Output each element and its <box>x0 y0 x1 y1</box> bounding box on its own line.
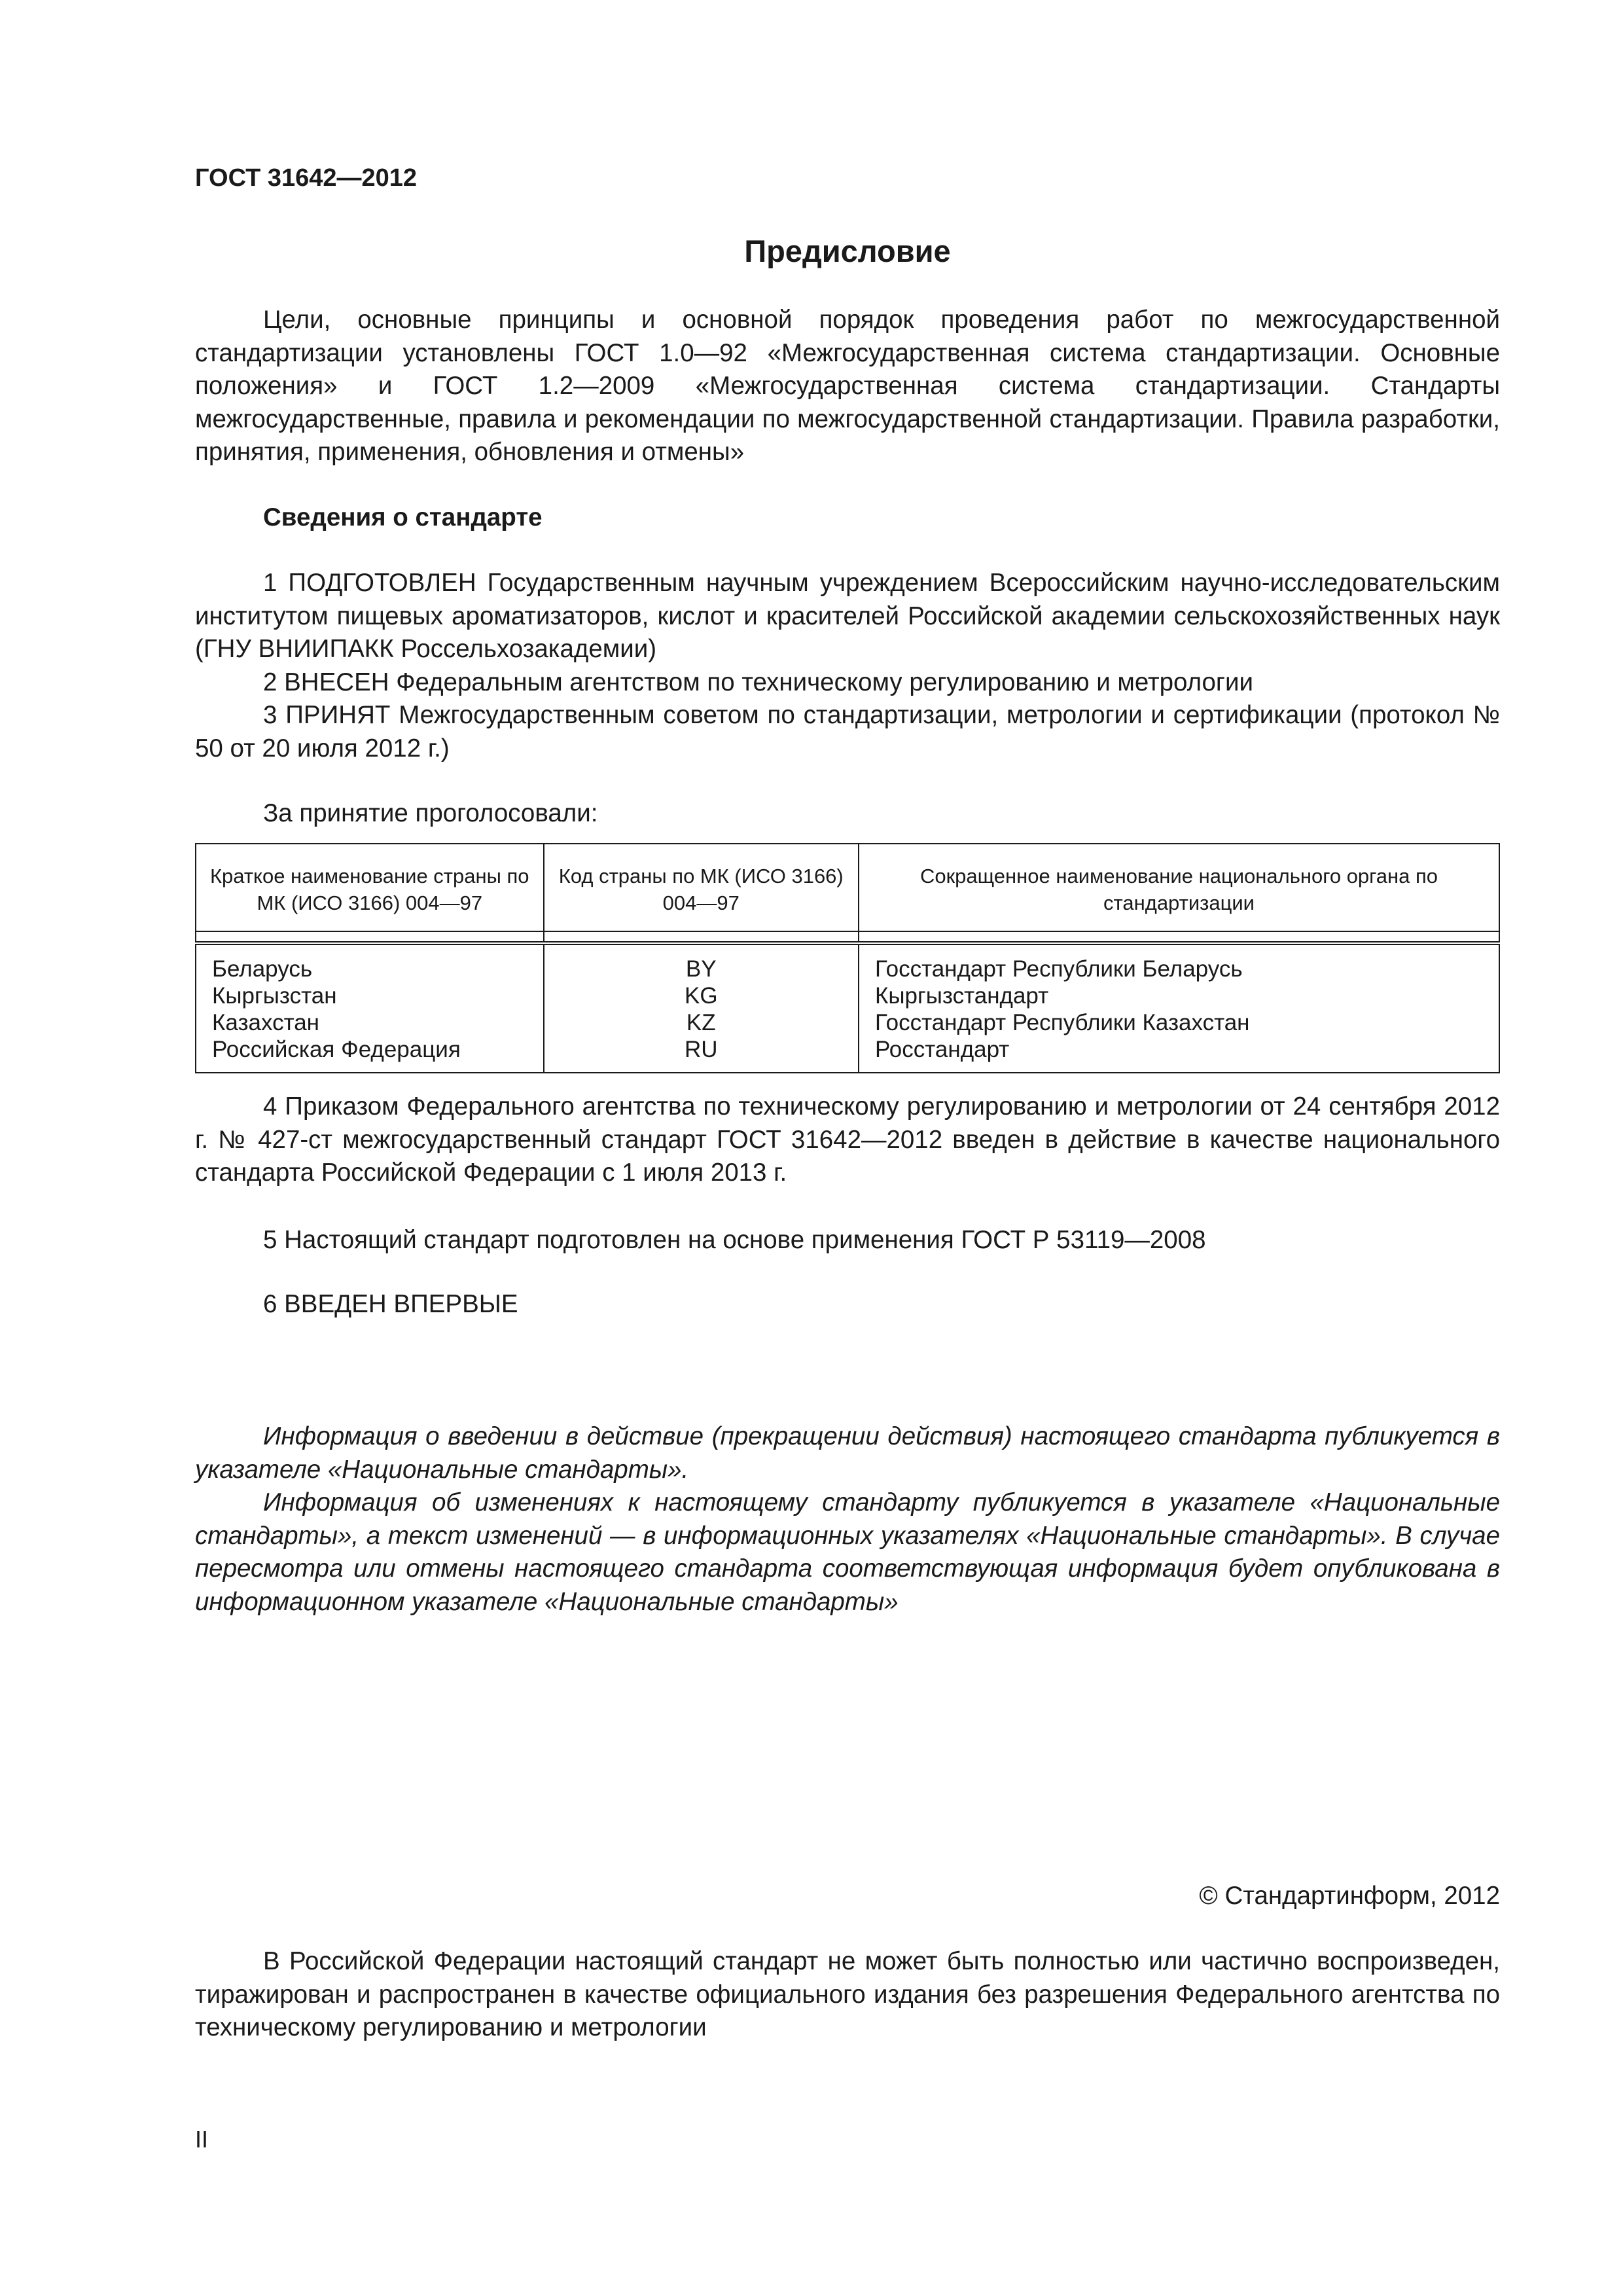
standard-info-items <box>195 567 1500 765</box>
info-item-1: 1 ПОДГОТОВЛЕН Государственным научным учреждением Всероссийским научно-исследовательским институтом пищевых ароматизаторов, кислот и красителей Российской академии сельскохозяйственных наук (ГНУ ВНИИПАКК Россельхозакадемии) <box>195 569 1500 663</box>
body-cell: Росстандарт <box>859 1036 1499 1073</box>
table-row <box>196 982 1499 1009</box>
body-cell: Госстандарт Республики Беларусь <box>859 943 1499 982</box>
item-6-section <box>195 1288 1500 1321</box>
country-cell: Кыргызстан <box>196 982 544 1009</box>
page-title: Предисловие <box>744 234 951 268</box>
vote-label: За принятие проголосовали: <box>263 799 598 827</box>
legal-section <box>195 1945 1500 2045</box>
info-item-2: 2 ВНЕСЕН Федеральным агентством по техническому регулированию и метрологии <box>263 668 1253 696</box>
country-cell: Российская Федерация <box>196 1036 544 1073</box>
country-cell: Казахстан <box>196 1009 544 1036</box>
intro-section <box>195 304 1500 469</box>
table-row <box>196 1036 1499 1073</box>
country-cell: Беларусь <box>196 943 544 982</box>
vote-table <box>195 843 1500 1073</box>
standard-code: ГОСТ 31642—2012 <box>195 164 418 192</box>
standard-info-heading: Сведения о стандарте <box>263 503 543 531</box>
table-header-country: Краткое наименование страны по МК (ИСО 3166) 004—97 <box>196 844 544 931</box>
item-4-section <box>195 1090 1500 1190</box>
item-5-section <box>195 1224 1500 1257</box>
code-cell: KZ <box>544 1009 859 1036</box>
notice-paragraph-2: Информация об изменениях к настоящему стандарту публикуется в указателе «Национальные стандарты», а текст изменений — в информационных указателях «Национальные стандарты». В случае пересмотра или отмены настоящего стандарта соответствующая информация будет опубликована в информационном указателе «Национальные стандарты» <box>195 1488 1500 1616</box>
table-header-code: Код страны по МК (ИСО 3166) 004—97 <box>544 844 859 931</box>
legal-notice: В Российской Федерации настоящий стандарт не может быть полностью или частично воспроизведен, тиражирован и распространен в качестве официального издания без разрешения Федерального агентства по техническому регулированию и метрологии <box>195 1947 1500 2041</box>
code-cell: KG <box>544 982 859 1009</box>
body-cell: Кыргызстандарт <box>859 982 1499 1009</box>
info-item-3: 3 ПРИНЯТ Межгосударственным советом по стандартизации, метрологии и сертификации (протокол № 50 от 20 июля 2012 г.) <box>195 701 1500 762</box>
info-item-5: 5 Настоящий стандарт подготовлен на основе применения ГОСТ Р 53119—2008 <box>263 1226 1206 1254</box>
table-row <box>196 943 1499 982</box>
copyright: © Стандартинформ, 2012 <box>1199 1882 1500 1910</box>
info-item-4: 4 Приказом Федерального агентства по техническому регулированию и метрологии от 24 сентября 2012 г. № 427-ст межгосударственный стандарт ГОСТ 31642—2012 введен в действие в качестве национального стандарта Российской Федерации с 1 июля 2013 г. <box>195 1092 1500 1187</box>
body-cell: Госстандарт Республики Казахстан <box>859 1009 1499 1036</box>
info-item-6: 6 ВВЕДЕН ВПЕРВЫЕ <box>263 1290 518 1318</box>
intro-paragraph: Цели, основные принципы и основной порядок проведения работ по межгосударственной стандартизации установлены ГОСТ 1.0—92 «Межгосударственная система стандартизации. Основные положения» и ГОСТ 1.2—2009 «Межгосударственная система стандартизации. Стандарты межгосударственные, правила и рекомендации по межгосударственной стандартизации. Правила разработки, принятия, применения, обновления и отмены» <box>195 306 1500 466</box>
table-header-body: Сокращенное наименование национального органа по стандартизации <box>859 844 1499 931</box>
notice-paragraph-1: Информация о введении в действие (прекращении действия) настоящего стандарта публикуется в указателе «Национальные стандарты». <box>195 1422 1500 1484</box>
code-cell: BY <box>544 943 859 982</box>
notice-section <box>195 1420 1500 1619</box>
table-row <box>196 1009 1499 1036</box>
page-number: II <box>195 2126 209 2153</box>
code-cell: RU <box>544 1036 859 1073</box>
